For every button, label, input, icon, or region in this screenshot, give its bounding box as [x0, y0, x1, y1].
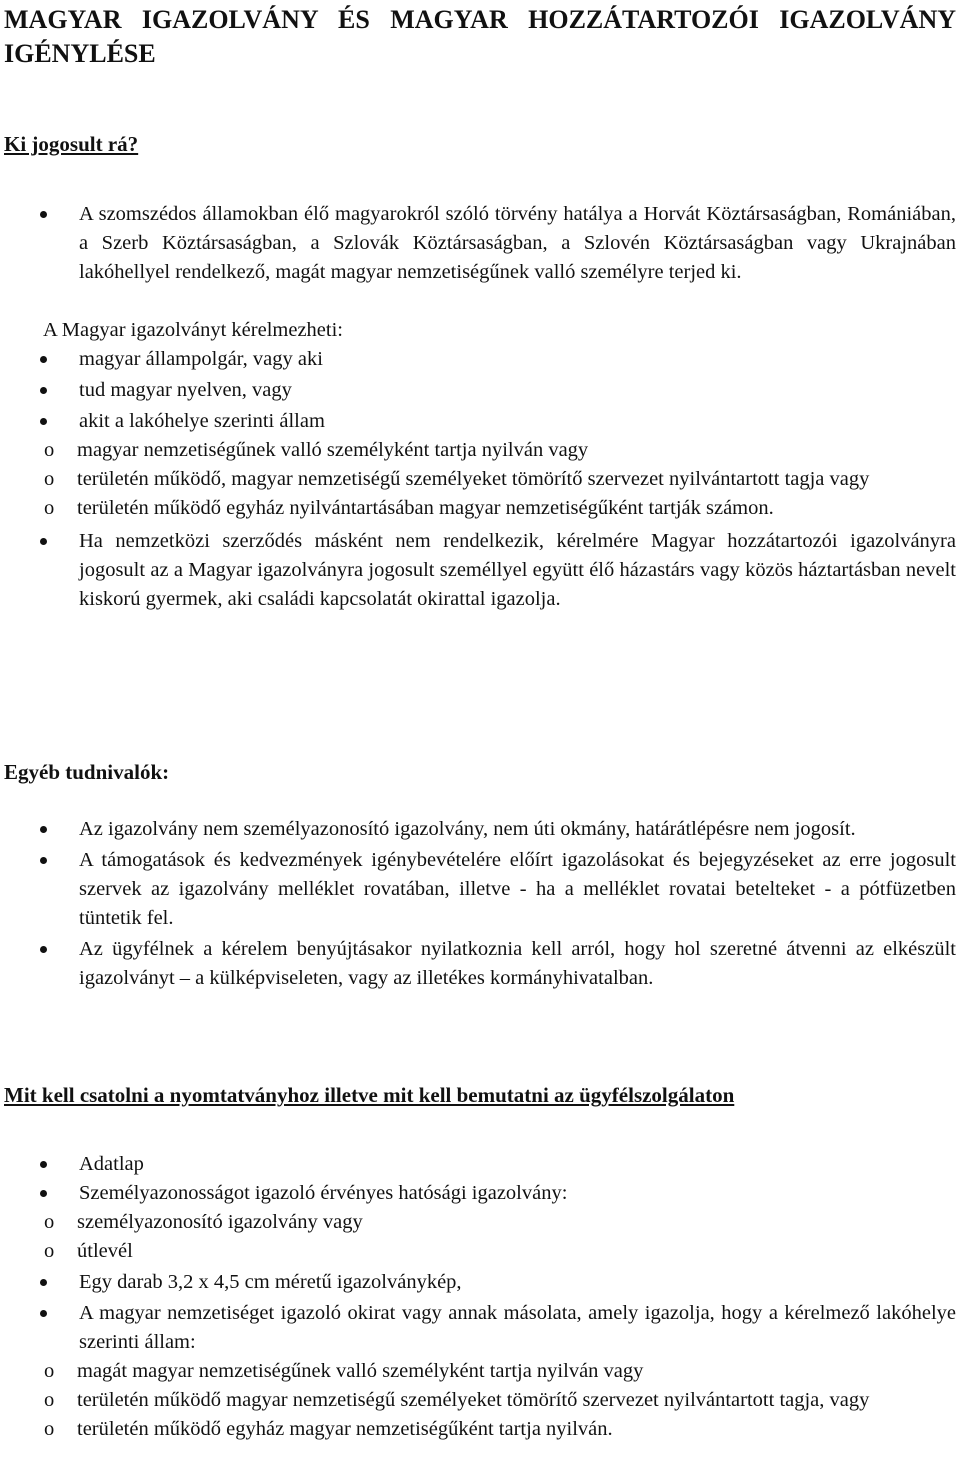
sublist-item: o területén működő, magyar nemzetiségű személyeket tömörítő szervezet nyilvántartott tagja vagy — [4, 465, 956, 494]
eligibility-list — [4, 345, 956, 614]
sublist-item: o magát magyar nemzetiségűnek valló személyként tartja nyilván vagy — [4, 1357, 956, 1386]
sub-bullet: o — [44, 439, 55, 461]
list-item: A magyar nemzetiséget igazoló okirat vagy annak másolata, amely igazolja, hogy a kérelmező lakóhelye szerinti állam: o magát magyar nemzetiségűnek valló személyként tartja nyilván vagy o területén működő magyar nemzetiségű személyeket tömörítő szervezet nyilvántartott tagja, vagy o területén működő egyház magyar nemzetiségűként tartja nyilván. — [4, 1299, 956, 1444]
sub-bullet: o — [44, 497, 55, 519]
list-item: magyar állampolgár, vagy aki — [4, 345, 956, 374]
list-item: A támogatások és kedvezmények igénybevételére előírt igazolásokat és bejegyzéseket az erre jogosult szervek az igazolvány melléklet rovatában, illetve - ha a melléklet rovatai betelteket - a pótfüzetben tüntetik fel. — [4, 846, 956, 933]
sub-bullet: o — [44, 468, 55, 490]
eligibility-intro-list — [4, 200, 956, 287]
sublist-item: o útlevél — [4, 1237, 956, 1266]
attachments-list — [4, 1150, 956, 1444]
nationality-proof-sublist — [4, 1357, 956, 1444]
section-heading-attachments: Mit kell csatolni a nyomtatványhoz illetve mit kell bemutatni az ügyfélszolgálaton — [4, 1083, 735, 1107]
list-item: Személyazonosságot igazoló érvényes hatósági igazolvány: o személyazonosító igazolvány vagy o útlevél — [4, 1179, 956, 1266]
sublist-item: o területén működő egyház magyar nemzetiségűként tartja nyilván. — [4, 1415, 956, 1444]
state-condition-sublist — [4, 436, 956, 523]
section-heading-eligibility: Ki jogosult rá? — [4, 132, 139, 156]
id-document-sublist — [4, 1208, 956, 1266]
section-heading-other-info: Egyéb tudnivalók: — [4, 760, 170, 784]
sublist-item: o személyazonosító igazolvány vagy — [4, 1208, 956, 1237]
sublist-item: o területén működő magyar nemzetiségű személyeket tömörítő szervezet nyilvántartott tagja, vagy — [4, 1386, 956, 1415]
list-item: Adatlap — [4, 1150, 956, 1179]
list-item: akit a lakóhelye szerinti állam o magyar nemzetiségűnek valló személyként tartja nyilván vagy o területén működő, magyar nemzetiségű személyeket tömörítő szervezet nyilvántartott tagja vagy o területén működő egyház nyilvántartásában magyar nemzetiségűként tartják számon. — [4, 407, 956, 523]
sub-bullet: o — [44, 1389, 55, 1411]
list-item: Az igazolvány nem személyazonosító igazolvány, nem úti okmány, határátlépésre nem jogosít. — [4, 815, 956, 844]
list-item: Az ügyfélnek a kérelem benyújtásakor nyilatkoznia kell arról, hogy hol szeretné átvenni az elkészült igazolványt – a külképviseleten, vagy az illetékes kormányhivatalban. — [4, 935, 956, 993]
sub-bullet: o — [44, 1240, 55, 1262]
request-label: A Magyar igazolványt kérelmezheti: — [43, 319, 343, 341]
sub-bullet: o — [44, 1360, 55, 1382]
list-item: Egy darab 3,2 x 4,5 cm méretű igazolványkép, — [4, 1268, 956, 1297]
list-item: Ha nemzetközi szerződés másként nem rendelkezik, kérelmére Magyar hozzátartozói igazolványra jogosult az a Magyar igazolványra jogosult személlyel együtt élő házastárs vagy közös háztartásban nevelt kiskorú gyermek, aki családi kapcsolatát okirattal igazolja. — [4, 527, 956, 614]
other-info-list — [4, 815, 956, 993]
sublist-item: o magyar nemzetiségűnek valló személyként tartja nyilván vagy — [4, 436, 956, 465]
list-item: A szomszédos államokban élő magyarokról szóló törvény hatálya a Horvát Köztársaságban, Romániában, a Szerb Köztársaságban, a Szlovák Köztársaságban, a Szlovén Köztársaságban vagy Ukrajnában lakóhellyel rendelkező, magát magyar nemzetiségűnek valló személyre terjed ki. — [4, 200, 956, 287]
sub-bullet: o — [44, 1211, 55, 1233]
sub-bullet: o — [44, 1418, 55, 1440]
sublist-item: o területén működő egyház nyilvántartásában magyar nemzetiségűként tartják számon. — [4, 494, 956, 523]
list-item: tud magyar nyelven, vagy — [4, 376, 956, 405]
page-title: MAGYAR IGAZOLVÁNY ÉS MAGYAR HOZZÁTARTOZÓI IGAZOLVÁNY IGÉNYLÉSE — [4, 5, 956, 68]
